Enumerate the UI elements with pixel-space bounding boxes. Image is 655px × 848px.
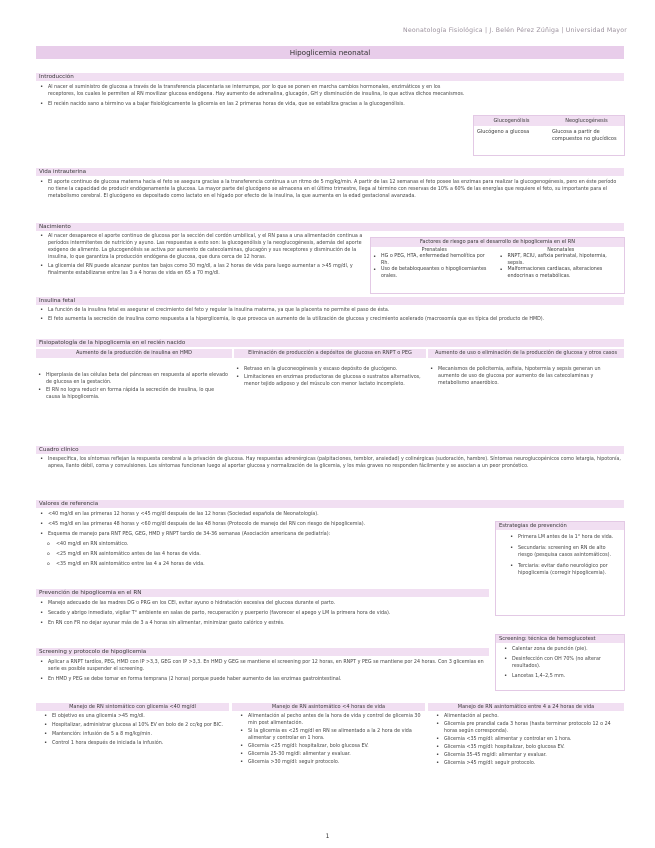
fisiopatologia-col — [36, 349, 232, 401]
list-item: • <40 mg/dl en las primeras 12 horas y <45 mg/dl después de las 12 horas (Sociedad española de Neonatología). — [48, 511, 478, 518]
list-item: • Uso de betabloqueantes o hipoglicemiantes orales. — [381, 267, 494, 280]
col-head: Aumento de la producción de insulina en HMD — [36, 349, 232, 358]
list-item: • Alimentación al pecho antes de la hora de vida y control de glicemia 30 min post alimentación. — [248, 713, 421, 727]
list-item: • La función de la insulina fetal es asegurar el crecimiento del feto y regular la insulina materna, ya que la placenta no permite el paso de ésta. — [48, 307, 622, 314]
list-item: • HG o PEG, HTA, enfermedad hemolítica por Rh. — [381, 254, 494, 267]
list-item: • Glicemia >30 mg/dl: seguir protocolo. — [248, 759, 421, 766]
list-item: • Secado y abrigo inmediato, vigilar T° ambiente en salas de parto, recuperación y puerperio (favorecer el apego y LM la primera hora de vida). — [48, 610, 493, 617]
valores-text — [38, 511, 478, 568]
list-item: o <25 mg/dl en RN asintomático antes de las 4 horas de vida. — [56, 551, 478, 558]
list-item: • Inespecífica, los síntomas reflejan la respuesta cerebral a la privación de glucosa. Hay respuestas adrenérgicas (palpitaciones, temblor, ansiedad) y colinérgicas (sudoración, hambre). Síntomas neuroglucopénicos como letargia, hipotonía, apnea, llanto débil, coma y convulsiones. Los síntomas funcionan luego al aportar glucosa y normalización de la glicemia, y los más graves no responden fácilmente y se asocian a un peor pronóstico. — [48, 456, 622, 470]
fisiopatologia-col — [428, 349, 624, 387]
section-heading-screening: Screening y protocolo de hipoglicemia — [36, 648, 489, 656]
manejo-col — [428, 703, 624, 767]
list-item: • Desinfección con OH 70% (no alterar resultados). — [512, 656, 620, 671]
list-item: • Hospitalizar, administrar glucosa al 10% EV en bolo de 2 cc/kg por BIC. — [52, 722, 225, 729]
col-head: Manejo de RN sintomático con glicemia <40 mg/dl — [36, 703, 229, 711]
list-item: • Limitaciones en enzimas productoras de glucosa o sustratos alternativos, menor tejido adiposo y del músculo con menor lactato incompleto. — [244, 374, 422, 388]
col-head: Aumento de uso o eliminación de la producción de glucosa y otros casos — [428, 349, 624, 358]
list-item: • Glicemia <25 mg/dl: hospitalizar, bolo glucosa EV. — [248, 743, 421, 750]
list-item: • Glicemia 35-45 mg/dl: alimentar y evaluar. — [444, 752, 620, 759]
list-item: • Terciaria: evitar daño neurológico por hipoglicemia (corregir hipoglicemia). — [518, 563, 620, 578]
screening-tecnica-heading: Screening: técnica de hemoglucotest — [496, 635, 624, 643]
list-item: • Control 1 hora después de iniciada la infusión. — [52, 740, 225, 747]
col-head: Eliminación de producción a depósitos de glucosa en RNPT o PEG — [234, 349, 426, 358]
list-item: • El objetivo es una glicemia >45 mg/dl. — [52, 713, 225, 720]
table-cell: Glucosa a partir de compuestos no glucídicos — [552, 129, 617, 142]
screening-tecnica-box — [495, 634, 625, 691]
list-item: • RNPT, RCIU, asfixia perinatal, hipotermia, sepsis. — [508, 254, 621, 267]
list-item: • Secundaria: screening en RN de alto riesgo (pesquisa casos asintomáticos). — [518, 545, 620, 560]
list-item: o <40 mg/dl en RN sintomático. — [56, 541, 478, 548]
manejo-col — [36, 703, 229, 747]
list-item: • Glicemia pre prandial cada 3 horas (hasta terminar protocolo 12 o 24 horas según corresponda). — [444, 721, 620, 735]
section-heading-valores: Valores de referencia — [36, 500, 624, 508]
list-item: • Si la glicemia es <25 mg/dl en RN se alimentado a la 2 hora de vida alimentar y controlar en 1 hora. — [248, 728, 421, 742]
cuadro-clinico-text — [38, 456, 622, 470]
prevencion-text — [38, 600, 493, 627]
list-item: • Mantención: infusión de 5 a 8 mg/kg/min. — [52, 731, 225, 738]
estrategias-box — [495, 521, 625, 616]
risk-factors-table — [370, 237, 625, 294]
list-item: • Glicemia >45 mg/dl: seguir protocolo. — [444, 760, 620, 767]
list-item: • El recién nacido sano a término va a bajar fisiológicamente la glicemia en las 2 primeras horas de vida, que se estabiliza gracias a la glucogenólisis. — [48, 101, 468, 108]
glucogenolisis-table — [473, 115, 625, 156]
list-item: • Alimentación al pecho. — [444, 713, 620, 720]
list-item: • Manejo adecuado de las madres DG o PRG en los CEI, evitar ayuno o hidratación excesiva del glucosa durante el parto. — [48, 600, 493, 607]
list-item: • Malformaciones cardiacas, alteraciones endocrinas o metabólicas. — [508, 267, 621, 280]
fisiopatologia-col — [234, 349, 426, 388]
fisiopatologia-columns — [36, 349, 624, 445]
list-item: • En RN con FR no dejar ayunar más de 3 a 4 horas sin alimentar, minimizar gasto calórico y estrés. — [48, 620, 493, 627]
nacimiento-text — [38, 233, 363, 277]
table-header: Neoglucogénesis — [565, 118, 608, 124]
list-item: • Calentar zona de punción (pie). — [512, 646, 620, 654]
page-number: 1 — [325, 833, 330, 840]
section-heading-cuadro-clinico: Cuadro clínico — [36, 446, 624, 454]
insulina-fetal-text — [38, 307, 622, 323]
section-heading-prevencion: Prevención de hipoglicemia en el RN — [36, 589, 489, 597]
table-header: Glucogenólisis — [493, 118, 530, 124]
manejo-columns — [36, 703, 624, 813]
list-item: • Glicemia <35 mg/dl: alimentar y controlar en 1 hora. — [444, 736, 620, 743]
list-item: • El aporte continuo de glucosa materna hacia el feto se asegura gracias a la transferencia continua a un ritmo de 5 mg/kg/min. A partir de las 12 semanas el feto posee las enzimas para realizar la glucogenogénesis, pero en éste período no tiene la capacidad de producir endógenamente la glucosa. La mayor parte del glucógeno se almacena en el último trimestre, llega al término con reservas de 10% a 60% de las energías que requiere el feto, su importante para el metabolismo cerebral. El glucógeno es depositado como lactato en el hígado por efecto de la insulina, la que aumenta en la edad gestacional avanzada. — [48, 179, 622, 200]
running-header: Neonatología Fisiológica | J. Belén Pérez Zúñiga | Universidad Mayor — [403, 27, 627, 34]
col-head: Manejo de RN asintomático entre 4 a 24 horas de vida — [428, 703, 624, 711]
section-heading-insulina-fetal: Insulina fetal — [36, 297, 624, 305]
list-item: o <35 mg/dl en RN asintomático entre las 4 a 24 horas de vida. — [56, 561, 478, 568]
list-item: • El RN no logra reducir en forma rápida la secreción de insulina, lo que causa la hipoglicemia. — [46, 387, 228, 401]
list-item: • Lancetas 1,4–2,5 mm. — [512, 673, 620, 681]
risk-table-header: Prenatales — [421, 248, 447, 253]
list-item: • Primera LM antes de la 1° hora de vida. — [518, 534, 620, 542]
list-item: • El feto aumenta la secreción de insulina como respuesta a la hiperglicemia, lo que provoca un aumento de la utilización de glucosa y crecimiento acelerado (macrosomía que es típica del producto de HMD). — [48, 316, 622, 323]
risk-table-header: Neonatales — [547, 248, 575, 253]
list-item: • Glicemia <35 mg/dl: hospitalizar, bolo glucosa EV. — [444, 744, 620, 751]
list-item: • Hiperplasia de las células beta del páncreas en respuesta al aporte elevado de glucosa en la gestación. — [46, 372, 228, 386]
list-item: • Esquema de manejo para RNT PEG, GEG, HMD y RNPT tardío de 34-36 semanas (Asociación americana de pediatría): — [48, 531, 478, 538]
section-heading-nacimiento: Nacimiento — [36, 223, 624, 231]
list-item: • Aplicar a RNPT tardíos, PEG, HMD con IP >3,3, GEG con IP >3,3. En HMD y GEG se mantiene el screening por 12 horas, en RNPT y PEG se mantiene por 24 horas. Con 3 glicemias en serie es posible suspender el screening. — [48, 659, 493, 673]
list-item: • Retraso en la gluconeogénesis y escaso depósito de glucógeno. — [244, 366, 422, 373]
estrategias-heading: Estrategias de prevención — [496, 522, 624, 530]
list-item: • En HMD y PEG se debe tomar en forma temprana (2 horas) porque puede haber aumento de las enzimas gastrointestinal. — [48, 676, 493, 683]
list-item: • Al nacer el suministro de glucosa a través de la transferencia placentaria se interrumpe, por lo que se ponen en marcha cambios hormonales, enzimáticos y en los receptores, los cuales le permiten al RN movilizar glucosa endógena. Hay aumento de adrenalina, glucagón, GH y disminución de insulina, lo que activa dichos mecanismos. — [48, 84, 468, 98]
introduccion-text — [38, 84, 468, 108]
section-heading-vida-intrauterina: Vida intrauterina — [36, 168, 624, 176]
manejo-col — [232, 703, 425, 766]
risk-table-title: Factores de riesgo para el desarrollo de hipoglicemia en el RN — [371, 238, 624, 247]
list-item: • <45 mg/dl en las primeras 48 horas y <60 mg/dl después de las 48 horas (Protocolo de manejo del RN con riesgo de hipoglicemia). — [48, 521, 478, 528]
table-cell: Glucógeno a glucosa — [477, 129, 530, 135]
list-item: • Al nacer desaparece el aporte continuo de glucosa por la sección del cordón umbilical, y el RN pasa a una alimentación continua a períodos intermitentes de nutrición y ayuno. Las respuestas a esto son: la glucogenólisis y la neoglucogénesis, además del aporte exógeno de alimento. La glucogenólisis se activa por aumento de catecolaminas, glucagón y sus receptores y disminución de la insulina, lo que garantiza la producción endógena de glucosa, que dura cerca de 12 horas. — [48, 233, 363, 261]
list-item: • La glicemia del RN puede alcanzar puntos tan bajos como 30 mg/dl, a las 2 horas de vida para luego aumentar a >45 mg/dl, y finalmente estabilizarse entre las 3 a 4 horas de vida en 65 a 70 mg/dl. — [48, 263, 363, 277]
col-head: Manejo de RN asintomático <4 horas de vida — [232, 703, 425, 711]
section-heading-introduccion: Introducción — [36, 73, 624, 81]
list-item: • Glicemia 25-30 mg/dl: alimentar y evaluar. — [248, 751, 421, 758]
section-heading-fisiopatologia: Fisiopatología de la hipoglicemia en el recién nacido — [36, 339, 624, 347]
vida-intrauterina-text — [38, 179, 622, 200]
screening-text — [38, 659, 493, 683]
document-title: Hipoglicemia neonatal — [36, 46, 624, 59]
list-item: • Mecanismos de policitemia, asfixia, hipotermia y sepsis generan un aumento de uso de glucosa por aumento de las catecolaminas y metabolismo anaeróbico. — [438, 366, 620, 387]
